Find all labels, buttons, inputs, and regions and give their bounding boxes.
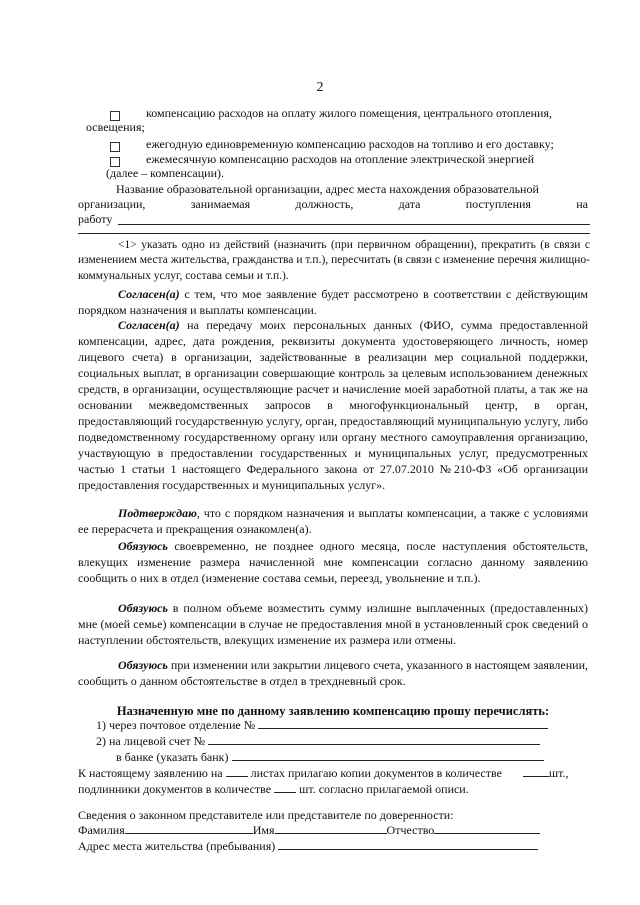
attach-text-2: листах прилагаю копии документов в количестве: [250, 766, 502, 780]
option-1: [86, 106, 588, 134]
address-label: Адрес места жительства (пребывания): [78, 839, 276, 853]
org-word-3: должность,: [295, 197, 354, 211]
option-2: [146, 137, 588, 151]
option-3-line2: (далее – компенсации).: [106, 166, 224, 180]
oblige-paragraph-1: [78, 538, 588, 586]
rep-title: Сведения о законном представителе или представителе по доверенности:: [78, 808, 454, 822]
confirm-lead: Подтверждаю: [118, 506, 197, 520]
post-office-field[interactable]: [258, 717, 548, 729]
agree-lead-2: Согласен(а): [118, 318, 180, 332]
oblige-text-2: в полном объеме возместить сумму излишне выплаченных (предоставленных) мне (моей семье) компенсации в случае не предоставления мной в установленный срок сведений о наступлении обстоятельств, влекущих изменение их размера или отмены.: [78, 601, 588, 647]
payment-item-1: [96, 717, 548, 733]
oblige-lead-1: Обязуюсь: [118, 539, 168, 553]
oblige-text-3: при изменении или закрытии лицевого счета, указанного в настоящем заявлении, сообщить о данном обстоятельстве в отдел в трехдневный срок.: [78, 658, 588, 688]
name-field[interactable]: [275, 822, 387, 834]
originals-count-field[interactable]: [274, 781, 296, 793]
attach-text-1: К настоящему заявлению на: [78, 766, 223, 780]
option-1-line1: компенсацию расходов на оплату жилого помещения, центрального отопления,: [146, 106, 552, 120]
attach-line-2: [78, 781, 469, 797]
copies-count-field[interactable]: [523, 765, 549, 777]
oblige-paragraph-3: [78, 657, 588, 689]
confirm-paragraph: [78, 505, 588, 537]
attach-line-1: [78, 765, 569, 781]
agree-paragraph-1: [78, 286, 588, 318]
option-2-line1: ежегодную единовременную компенсацию расходов на топливо и его доставку;: [146, 137, 554, 151]
agree-lead-1: Согласен(а): [118, 287, 180, 301]
surname-label: Фамилия: [78, 823, 125, 837]
attach-text-5: шт. согласно прилагаемой описи.: [299, 782, 469, 796]
agree-text-2: на передачу моих персональных данных (ФИО, сумма предоставленной компенсации, адрес, дата рождения, реквизиты документа удостоверяющего личность, номер лицевого счета) в организации, задействованные в реализации мер социальной поддержки, социальных выплат, в организации совершающие контроль за целевым использованием денежных средств, в организации, осуществляющие расчет и начисление моей заработной платы, а так же на основании межведомственных запросов в многофункциональный центр, в орган, предоставляющий государственную услугу, орган, предоставляющий муниципальную услугу, либо подведомственному государственному органу или органу местного самоуправления организацию, участвующую в предоставлении государственных и муниципальных услуг, предусмотренных частью 1 статьи 1 настоящего Федерального закона от 27.07.2010 №210-ФЗ «Об организации предоставления государственных и муниципальных услуг».: [78, 318, 588, 492]
agree-text-1: с тем, что мое заявление будет рассмотрено в соответствии с действующим порядком назначения и выплаты компенсации.: [78, 287, 588, 317]
post-office-label: 1) через почтовое отделение №: [96, 718, 256, 732]
patronymic-label: Отчество: [386, 823, 435, 837]
org-work-label: работу: [78, 212, 113, 226]
org-word-4: дата: [398, 197, 421, 211]
name-label: Имя: [252, 823, 275, 837]
patronymic-field[interactable]: [434, 822, 540, 834]
oblige-paragraph-2: [78, 600, 588, 648]
rep-name-row: [78, 822, 540, 838]
account-label: 2) на лицевой счет №: [96, 734, 206, 748]
org-line2: [78, 197, 588, 212]
confirm-text: , что с порядком назначения и выплаты компенсации, а также с условиями ее перерасчета и прекращения ознакомлен(а).: [78, 506, 588, 536]
separator-line: [78, 233, 590, 234]
option-1-line2: освещения;: [86, 120, 145, 134]
org-word-1: организации,: [78, 197, 146, 211]
attach-text-3: шт.,: [548, 766, 569, 780]
bank-field[interactable]: [232, 749, 544, 761]
page-number: 2: [316, 80, 324, 95]
address-field[interactable]: [278, 838, 538, 850]
org-line1: Название образовательной организации, адрес места нахождения образовательной: [116, 182, 539, 196]
option-3-line1: ежемесячную компенсацию расходов на отопление электрической энергией: [146, 152, 535, 166]
footnote: <1> указать одно из действий (назначить (при первичном обращении), прекратить (в связи с изменением места жительства, гражданства и т.п.), пересчитать (в связи с изменение перечня жилищно-коммунальных услуг, состава семьи и т.п.).: [78, 239, 590, 282]
payment-heading: Назначенную мне по данному заявлению компенсацию прошу перечислять:: [116, 704, 550, 718]
agree-paragraph-2: [78, 317, 588, 493]
org-word-5: поступления: [465, 197, 531, 211]
oblige-lead-2: Обязуюсь: [118, 601, 168, 615]
org-work-field[interactable]: [118, 224, 590, 225]
bank-label: в банке (указать банк): [116, 750, 229, 764]
org-word-6: на: [576, 197, 588, 211]
org-word-2: занимаемая: [190, 197, 251, 211]
bank-row: [116, 749, 544, 765]
payment-item-2: [96, 733, 540, 749]
account-field[interactable]: [208, 733, 540, 745]
sheets-count-field[interactable]: [226, 765, 248, 777]
option-3: [106, 152, 588, 180]
oblige-lead-3: Обязуюсь: [118, 658, 168, 672]
surname-field[interactable]: [125, 822, 253, 834]
rep-address-row: [78, 838, 538, 854]
option-checkbox-2[interactable]: [110, 142, 120, 152]
attach-text-4: подлинники документов в количестве: [78, 782, 272, 796]
oblige-text-1: своевременно, не позднее одного месяца, после наступления обстоятельств, влекущих изменение размера начисленной мне компенсации согласно данному заявлению сообщить о них в отдел (изменение состава семьи, переезд, увольнение и т.п.).: [78, 539, 588, 585]
